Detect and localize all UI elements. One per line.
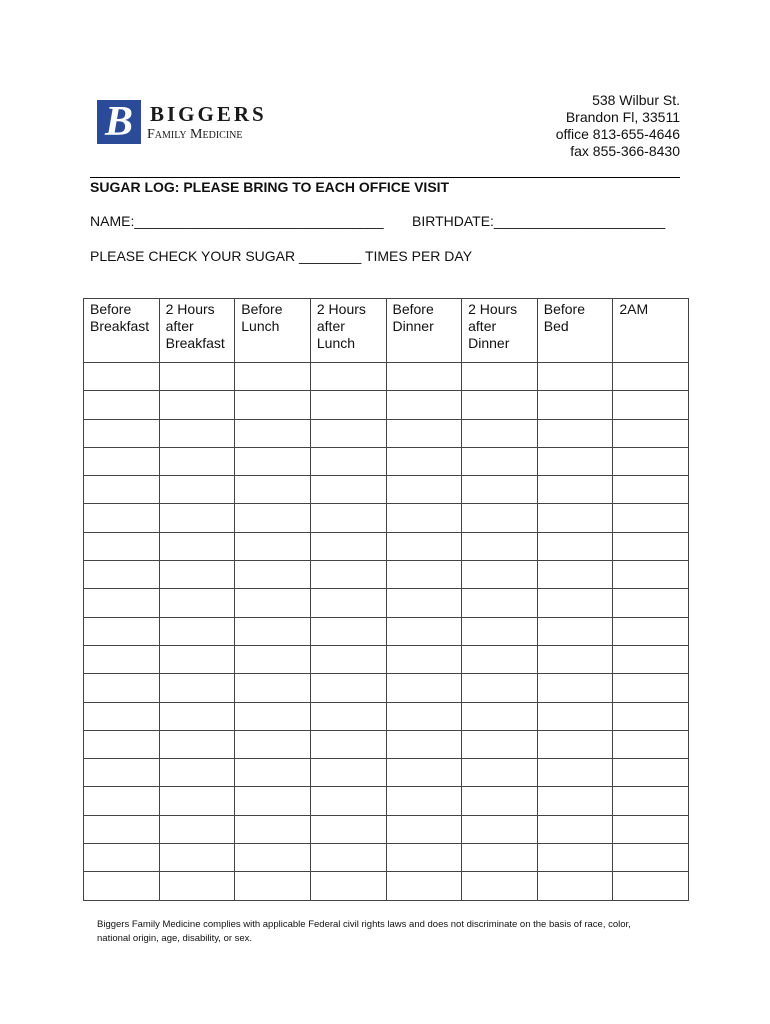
reading-cell[interactable]: [84, 872, 160, 900]
reading-cell[interactable]: [462, 815, 538, 843]
reading-cell[interactable]: [235, 363, 311, 391]
column-header-text: Before: [392, 301, 434, 317]
reading-cell[interactable]: [613, 815, 689, 843]
reading-cell[interactable]: [235, 447, 311, 475]
reading-cell[interactable]: [386, 447, 462, 475]
reading-cell[interactable]: [537, 702, 613, 730]
column-header-7: [537, 299, 613, 363]
reading-cell[interactable]: [84, 645, 160, 673]
reading-cell[interactable]: [537, 363, 613, 391]
reading-cell[interactable]: [310, 645, 386, 673]
column-header-text: Before: [543, 301, 585, 317]
reading-cell[interactable]: [235, 702, 311, 730]
column-header-text: 2AM: [619, 301, 649, 317]
reading-cell[interactable]: [462, 645, 538, 673]
reading-cell[interactable]: [537, 476, 613, 504]
reading-cell[interactable]: [235, 759, 311, 787]
reading-cell[interactable]: [84, 759, 160, 787]
table-row: [84, 674, 689, 702]
reading-cell[interactable]: [462, 476, 538, 504]
reading-cell[interactable]: [462, 391, 538, 419]
reading-cell[interactable]: [310, 561, 386, 589]
reading-cell[interactable]: [310, 844, 386, 872]
column-header-text: after: [165, 318, 194, 334]
table-row: [84, 844, 689, 872]
table-row: [84, 787, 689, 815]
reading-cell[interactable]: [613, 674, 689, 702]
reading-cell[interactable]: [613, 589, 689, 617]
reading-cell[interactable]: [159, 730, 235, 758]
logo-subtitle: Family Medicine: [147, 127, 243, 142]
reading-cell[interactable]: [159, 844, 235, 872]
reading-cell[interactable]: [84, 815, 160, 843]
column-header-text: 2 Hours: [316, 301, 366, 317]
reading-cell[interactable]: [386, 589, 462, 617]
reading-cell[interactable]: [613, 787, 689, 815]
reading-cell[interactable]: [537, 532, 613, 560]
reading-cell[interactable]: [310, 759, 386, 787]
reading-cell[interactable]: [310, 391, 386, 419]
reading-cell[interactable]: [235, 419, 311, 447]
reading-cell[interactable]: [84, 391, 160, 419]
reading-cell[interactable]: [84, 844, 160, 872]
reading-cell[interactable]: [235, 561, 311, 589]
reading-cell[interactable]: [386, 815, 462, 843]
reading-cell[interactable]: [159, 617, 235, 645]
reading-cell[interactable]: [613, 532, 689, 560]
practice-logo: [97, 100, 287, 148]
table-row: [84, 561, 689, 589]
reading-cell[interactable]: [159, 759, 235, 787]
reading-cell[interactable]: [462, 702, 538, 730]
reading-cell[interactable]: [386, 504, 462, 532]
table-row: [84, 391, 689, 419]
reading-cell[interactable]: [613, 391, 689, 419]
reading-cell[interactable]: [159, 787, 235, 815]
reading-cell[interactable]: [386, 476, 462, 504]
reading-cell[interactable]: [235, 815, 311, 843]
reading-cell[interactable]: [235, 532, 311, 560]
address-city: Brandon Fl, 33511: [565, 109, 680, 125]
reading-cell[interactable]: [386, 730, 462, 758]
column-header-3: [235, 299, 311, 363]
reading-cell[interactable]: [462, 617, 538, 645]
reading-cell[interactable]: [310, 419, 386, 447]
name-field[interactable]: NAME:________________________________: [90, 213, 384, 229]
reading-cell[interactable]: [386, 872, 462, 900]
column-header-text: Before: [90, 301, 132, 317]
reading-cell[interactable]: [84, 674, 160, 702]
table-row: [84, 363, 689, 391]
reading-cell[interactable]: [537, 815, 613, 843]
column-header-text: Dinner: [468, 335, 510, 351]
reading-cell[interactable]: [84, 532, 160, 560]
reading-cell[interactable]: [235, 589, 311, 617]
reading-cell[interactable]: [613, 844, 689, 872]
column-header-2: [159, 299, 235, 363]
reading-cell[interactable]: [386, 363, 462, 391]
reading-cell[interactable]: [613, 476, 689, 504]
reading-cell[interactable]: [537, 419, 613, 447]
reading-cell[interactable]: [462, 504, 538, 532]
column-header-text: Before: [241, 301, 283, 317]
table-row: [84, 447, 689, 475]
practice-address: [556, 92, 680, 160]
reading-cell[interactable]: [84, 787, 160, 815]
table-row: [84, 815, 689, 843]
reading-cell[interactable]: [462, 787, 538, 815]
column-header-text: Dinner: [392, 318, 434, 334]
reading-cell[interactable]: [613, 730, 689, 758]
reading-cell[interactable]: [159, 391, 235, 419]
reading-cell[interactable]: [462, 447, 538, 475]
reading-cell[interactable]: [310, 504, 386, 532]
reading-cell[interactable]: [159, 363, 235, 391]
reading-cell[interactable]: [613, 617, 689, 645]
reading-cell[interactable]: [386, 787, 462, 815]
sugar-log-table: [83, 298, 689, 901]
column-header-8: [613, 299, 689, 363]
reading-cell[interactable]: [310, 363, 386, 391]
reading-cell[interactable]: [235, 476, 311, 504]
reading-cell[interactable]: [613, 561, 689, 589]
reading-cell[interactable]: [235, 391, 311, 419]
reading-cell[interactable]: [159, 561, 235, 589]
table-row: [84, 730, 689, 758]
office-phone: office 813-655-4646: [555, 126, 680, 142]
table-header-row: [84, 299, 689, 363]
reading-cell[interactable]: [84, 730, 160, 758]
reading-cell[interactable]: [462, 419, 538, 447]
reading-cell[interactable]: [537, 561, 613, 589]
table-row: [84, 759, 689, 787]
logo-b-mark: B: [97, 100, 141, 144]
reading-cell[interactable]: [159, 504, 235, 532]
reading-cell[interactable]: [159, 589, 235, 617]
table-row: [84, 872, 689, 900]
column-header-text: Lunch: [316, 335, 356, 351]
reading-cell[interactable]: [462, 561, 538, 589]
address-street: 538 Wilbur St.: [592, 92, 680, 108]
table-row: [84, 476, 689, 504]
column-header-text: Bed: [543, 318, 569, 334]
reading-cell[interactable]: [310, 617, 386, 645]
header-divider: [90, 177, 680, 178]
reading-cell[interactable]: [310, 815, 386, 843]
reading-cell[interactable]: [310, 447, 386, 475]
reading-cell[interactable]: [235, 872, 311, 900]
reading-cell[interactable]: [84, 617, 160, 645]
reading-cell[interactable]: [613, 702, 689, 730]
reading-cell[interactable]: [386, 674, 462, 702]
reading-cell[interactable]: [159, 532, 235, 560]
column-header-text: after: [316, 318, 345, 334]
reading-cell[interactable]: [310, 532, 386, 560]
reading-cell[interactable]: [537, 674, 613, 702]
column-header-6: [462, 299, 538, 363]
reading-cell[interactable]: [462, 532, 538, 560]
reading-cell[interactable]: [84, 419, 160, 447]
reading-cell[interactable]: [235, 617, 311, 645]
reading-cell[interactable]: [235, 674, 311, 702]
column-header-text: 2 Hours: [165, 301, 215, 317]
reading-cell[interactable]: [462, 674, 538, 702]
reading-cell[interactable]: [159, 419, 235, 447]
column-header-5: [386, 299, 462, 363]
column-header-text: Breakfast: [90, 318, 150, 334]
reading-cell[interactable]: [235, 787, 311, 815]
table-row: [84, 645, 689, 673]
table-row: [84, 532, 689, 560]
reading-cell[interactable]: [613, 759, 689, 787]
column-header-4: [310, 299, 386, 363]
reading-cell[interactable]: [386, 561, 462, 589]
reading-cell[interactable]: [159, 815, 235, 843]
table-row: [84, 419, 689, 447]
reading-cell[interactable]: [613, 645, 689, 673]
reading-cell[interactable]: [537, 759, 613, 787]
reading-cell[interactable]: [84, 561, 160, 589]
reading-cell[interactable]: [159, 674, 235, 702]
reading-cell[interactable]: [462, 730, 538, 758]
reading-cell[interactable]: [386, 419, 462, 447]
check-frequency-field[interactable]: PLEASE CHECK YOUR SUGAR ________ TIMES PER DAY: [90, 248, 473, 264]
reading-cell[interactable]: [84, 589, 160, 617]
table-row: [84, 504, 689, 532]
reading-cell[interactable]: [537, 872, 613, 900]
reading-cell[interactable]: [537, 447, 613, 475]
reading-cell[interactable]: [462, 363, 538, 391]
logo-name: BIGGERS: [150, 102, 267, 126]
reading-cell[interactable]: [235, 645, 311, 673]
reading-cell[interactable]: [537, 730, 613, 758]
reading-cell[interactable]: [84, 702, 160, 730]
reading-cell[interactable]: [462, 589, 538, 617]
form-title: SUGAR LOG: PLEASE BRING TO EACH OFFICE VISIT: [90, 179, 450, 195]
reading-cell[interactable]: [537, 844, 613, 872]
reading-cell[interactable]: [613, 419, 689, 447]
reading-cell[interactable]: [159, 702, 235, 730]
table-row: [84, 702, 689, 730]
reading-cell[interactable]: [310, 702, 386, 730]
reading-cell[interactable]: [537, 787, 613, 815]
reading-cell[interactable]: [235, 504, 311, 532]
reading-cell[interactable]: [386, 617, 462, 645]
table-row: [84, 589, 689, 617]
reading-cell[interactable]: [613, 872, 689, 900]
reading-cell[interactable]: [159, 872, 235, 900]
nondiscrimination-notice: Biggers Family Medicine complies with applicable Federal civil rights laws and does not discriminate on the basis of race, color, national origin, age, disability, or sex.: [97, 919, 631, 944]
birthdate-field[interactable]: BIRTHDATE:______________________: [412, 213, 666, 229]
reading-cell[interactable]: [613, 363, 689, 391]
reading-cell[interactable]: [537, 589, 613, 617]
reading-cell[interactable]: [462, 872, 538, 900]
reading-cell[interactable]: [310, 730, 386, 758]
reading-cell[interactable]: [462, 844, 538, 872]
reading-cell[interactable]: [159, 447, 235, 475]
reading-cell[interactable]: [386, 702, 462, 730]
reading-cell[interactable]: [613, 504, 689, 532]
reading-cell[interactable]: [84, 363, 160, 391]
reading-cell[interactable]: [159, 645, 235, 673]
reading-cell[interactable]: [84, 504, 160, 532]
reading-cell[interactable]: [462, 759, 538, 787]
reading-cell[interactable]: [537, 617, 613, 645]
column-header-text: 2 Hours: [468, 301, 518, 317]
reading-cell[interactable]: [537, 391, 613, 419]
reading-cell[interactable]: [386, 844, 462, 872]
column-header-text: Lunch: [241, 318, 280, 334]
reading-cell[interactable]: [235, 730, 311, 758]
reading-cell[interactable]: [310, 674, 386, 702]
table-body: [84, 363, 689, 901]
reading-cell[interactable]: [84, 476, 160, 504]
reading-cell[interactable]: [310, 787, 386, 815]
reading-cell[interactable]: [84, 447, 160, 475]
reading-cell[interactable]: [310, 589, 386, 617]
reading-cell[interactable]: [159, 476, 235, 504]
reading-cell[interactable]: [310, 872, 386, 900]
column-header-1: [84, 299, 160, 363]
column-header-text: Breakfast: [165, 335, 225, 351]
reading-cell[interactable]: [386, 645, 462, 673]
fax-number: fax 855-366-8430: [570, 143, 680, 159]
reading-cell[interactable]: [613, 447, 689, 475]
reading-cell[interactable]: [537, 645, 613, 673]
reading-cell[interactable]: [537, 504, 613, 532]
table-row: [84, 617, 689, 645]
reading-cell[interactable]: [235, 844, 311, 872]
reading-cell[interactable]: [310, 476, 386, 504]
reading-cell[interactable]: [386, 391, 462, 419]
reading-cell[interactable]: [386, 532, 462, 560]
column-header-text: after: [468, 318, 497, 334]
reading-cell[interactable]: [386, 759, 462, 787]
